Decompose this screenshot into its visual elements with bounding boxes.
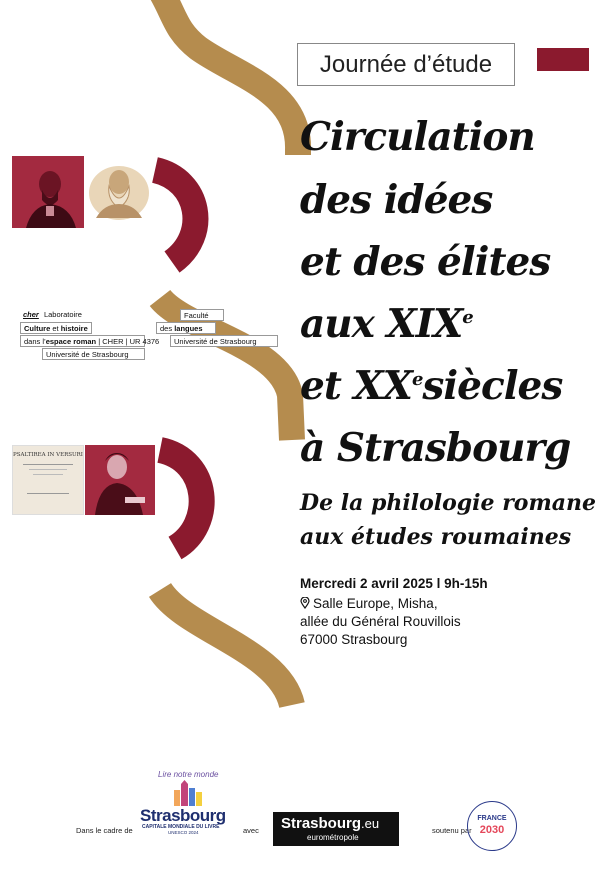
lab-row-2-bold-1: Culture <box>24 324 51 333</box>
title-line-4-sup: e <box>462 307 473 328</box>
avec-label: avec <box>243 826 259 835</box>
portrait-photo-2 <box>88 160 150 220</box>
crimson-ribbon-top <box>155 170 195 262</box>
unesco-label: UNESCO 2024 <box>168 830 199 835</box>
title-line-5-sup: e <box>411 369 423 390</box>
cher-mark: cher <box>23 310 39 319</box>
faculty-row-1: Faculté <box>184 311 209 320</box>
title-line-5 <box>300 363 563 409</box>
laboratory-logo <box>20 309 160 365</box>
portrait-2-figure <box>88 160 150 220</box>
faculty-logo <box>156 309 278 361</box>
eurometropole-label: eurométropole <box>307 833 359 842</box>
event-place-line-1 <box>300 596 438 611</box>
event-place-text-1: Salle Europe, Misha, <box>313 596 438 611</box>
capitale-mondiale: CAPITALE MONDIALE DU LIVRE <box>142 824 220 830</box>
dans-le-cadre-label: Dans le cadre de <box>76 826 133 835</box>
strasbourg-eu-main: Strasbourg <box>281 815 362 832</box>
faculty-row-2-bold: langues <box>174 324 203 333</box>
gold-ribbon-top <box>160 0 298 155</box>
event-date: Mercredi 2 avril 2025 l 9h-15h <box>300 576 488 591</box>
portrait-photo-1 <box>12 156 84 228</box>
lab-row-3-pre: dans l’ <box>24 337 46 346</box>
strasbourg-book-capital-logo <box>140 770 232 835</box>
lab-row-3-post: | CHER | UR 4376 <box>96 337 160 346</box>
title-line-6: à Strasbourg <box>300 425 571 471</box>
cathedral-icon <box>170 780 206 806</box>
title-line-1: Circulation <box>300 114 535 160</box>
subtitle-line-1: De la philologie romane <box>300 490 596 516</box>
title-line-3: et des élites <box>300 239 551 285</box>
event-place-line-3: 67000 Strasbourg <box>300 632 408 647</box>
document-image <box>12 445 84 515</box>
lire-notre-monde: Lire notre monde <box>158 770 219 779</box>
portrait-1-figure <box>12 156 84 228</box>
strasbourg-eu-logo <box>273 812 399 846</box>
lab-row-1: Laboratoire <box>43 310 82 319</box>
year-label: 2030 <box>479 824 505 836</box>
soutenu-par-label: soutenu par <box>432 826 472 835</box>
lab-row-4: Université de Strasbourg <box>46 350 129 359</box>
title-line-4-main: aux XIX <box>300 301 463 347</box>
title-line-5-main: et XX <box>300 363 412 409</box>
france-2030-logo <box>467 801 517 851</box>
document-title: PSALTIREA IN VERSURI <box>13 452 83 458</box>
lab-row-2-bold-2: histoire <box>60 324 88 333</box>
strasbourg-eu-suffix: .eu <box>361 816 380 831</box>
lab-row-3-bold: espace roman <box>45 337 97 346</box>
strasbourg-wordmark: Strasbourg <box>140 806 226 825</box>
portrait-photo-3 <box>85 445 155 515</box>
title-line-2: des idées <box>300 177 493 223</box>
title-line-4 <box>300 301 473 347</box>
lab-row-2-mid: et <box>50 324 61 333</box>
event-place-line-2: allée du Général Rouvillois <box>300 614 461 629</box>
event-type-label: Journée d’étude <box>297 43 515 86</box>
map-pin-icon <box>300 597 310 609</box>
subtitle-line-2: aux études roumaines <box>300 524 572 550</box>
gold-ribbon-bottom <box>160 590 292 705</box>
faculty-row-3: Université de Strasbourg <box>174 337 257 346</box>
portrait-3-figure <box>85 445 155 515</box>
crimson-ribbon-mid <box>160 450 202 548</box>
faculty-row-2-pre: des <box>160 324 175 333</box>
title-line-5-end: siècles <box>422 363 563 409</box>
france-label: FRANCE <box>477 815 507 822</box>
accent-rectangle <box>537 48 589 71</box>
